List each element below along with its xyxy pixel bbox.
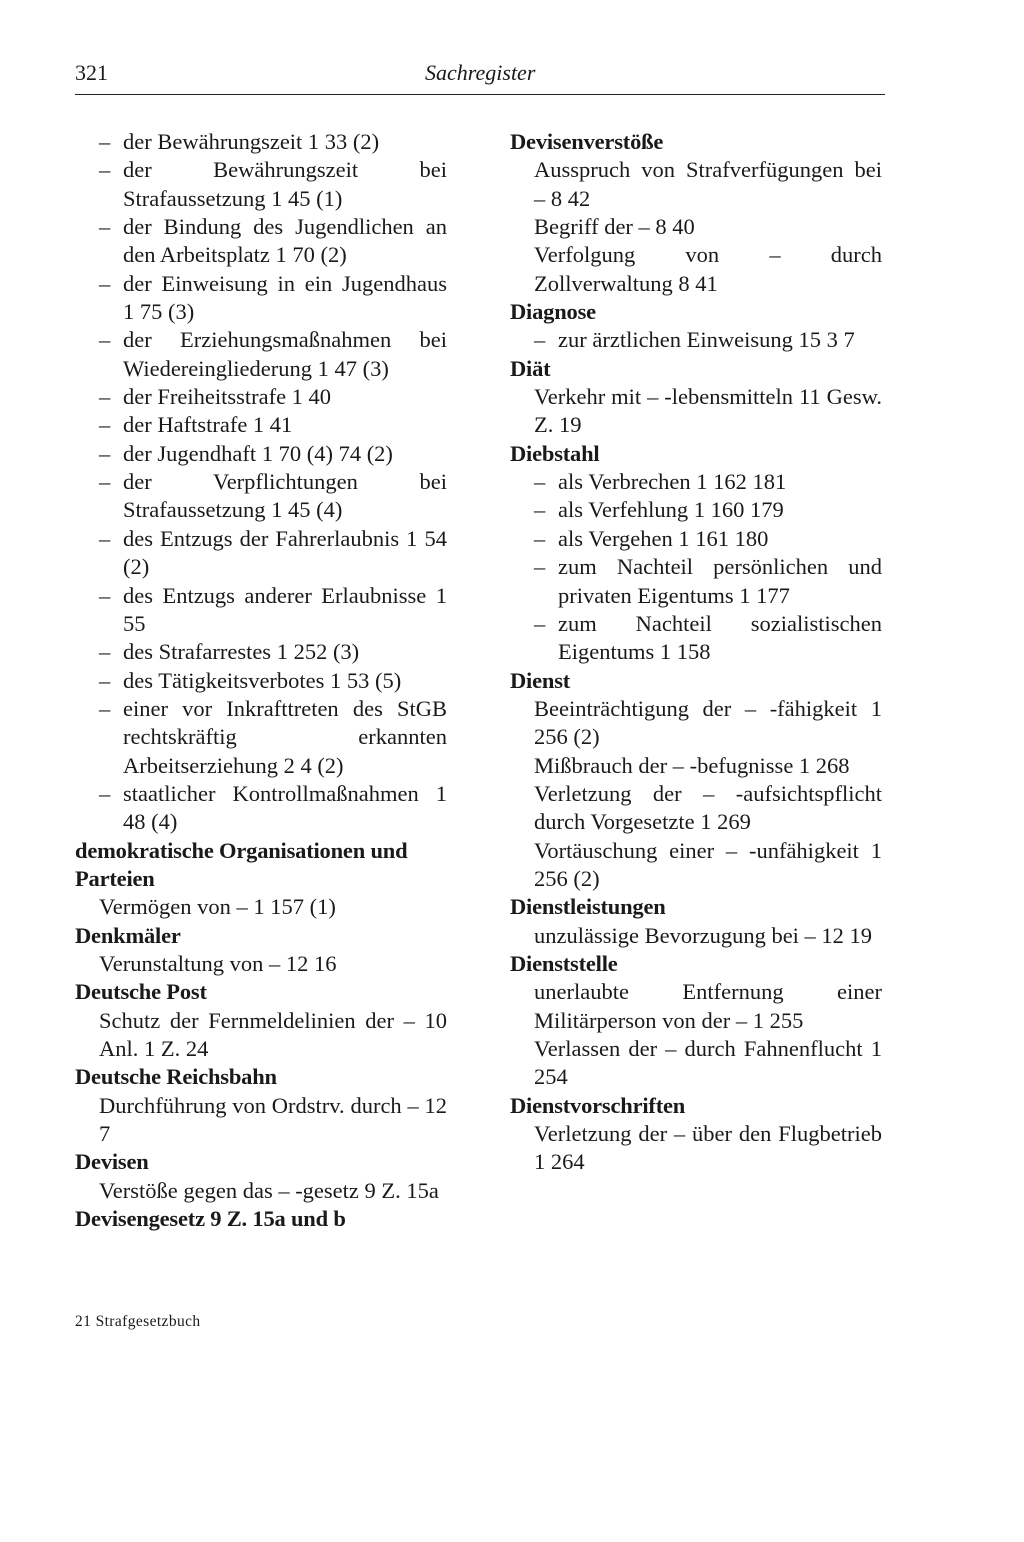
index-dash-entry	[75, 780, 447, 837]
index-dash-entry	[75, 213, 447, 270]
index-heading: Denkmäler	[75, 922, 181, 948]
index-dash-entry-text: des Entzugs der Fahrerlaubnis 1 54 (2)	[123, 525, 447, 580]
index-heading: Devisen	[75, 1149, 149, 1175]
index-column-right	[510, 128, 882, 1177]
index-heading: Deutsche Reichsbahn	[75, 1064, 277, 1090]
index-heading: Diät	[510, 355, 551, 381]
index-dash-entry-text: staatlicher Kontrollmaßnahmen 1 48 (4)	[123, 780, 447, 835]
index-subentry: Verunstaltung von – 12 16	[99, 950, 337, 976]
dash-bullet-icon: –	[99, 525, 111, 551]
index-subentry: Vortäuschung einer – -unfähigkeit 1 256 (2)	[534, 837, 882, 891]
index-subentry: Verstöße gegen das – -gesetz 9 Z. 15a	[99, 1177, 439, 1203]
index-heading: Devisengesetz 9 Z. 15a und b	[75, 1206, 346, 1232]
index-subentry: Verlassen der – durch Fahnenflucht 1 254	[534, 1036, 882, 1090]
dash-bullet-icon: –	[99, 695, 111, 721]
index-dash-entry-text: des Tätigkeitsverbotes 1 53 (5)	[123, 667, 402, 693]
index-heading: Deutsche Post	[75, 979, 207, 1005]
dash-bullet-icon: –	[534, 327, 546, 353]
index-dash-entry-text: des Strafarrestes 1 252 (3)	[123, 639, 360, 665]
index-subentry: unzulässige Bevorzugung bei – 12 19	[534, 922, 873, 948]
index-subentry: Mißbrauch der – -befugnisse 1 268	[534, 752, 850, 778]
index-subentry: Verletzung der – über den Flugbetrieb 1 264	[534, 1121, 882, 1175]
dash-bullet-icon: –	[99, 129, 111, 154]
dash-bullet-icon: –	[99, 667, 111, 693]
index-dash-entry	[75, 667, 447, 695]
index-dash-entry	[75, 638, 447, 666]
index-heading: Dienstleistungen	[510, 894, 666, 920]
index-dash-entry-text: zum Nachteil persönlichen und privaten Eigentums 1 177	[558, 554, 882, 608]
index-heading: Diagnose	[510, 299, 596, 325]
index-dash-entry-text: des Entzugs anderer Erlaubnisse 1 55	[123, 582, 447, 636]
index-dash-entry-text: zum Nachteil sozialistischen Eigentums 1 158	[558, 610, 882, 665]
dash-bullet-icon: –	[99, 469, 111, 495]
index-dash-entry	[510, 326, 882, 354]
index-dash-entry-text: als Verfehlung 1 160 179	[558, 497, 784, 523]
page-header	[75, 58, 885, 95]
index-dash-entry	[75, 128, 447, 156]
index-dash-entry	[75, 411, 447, 439]
index-subentry: Ausspruch von Strafverfügungen bei – 8 42	[534, 157, 882, 211]
page-number: 321	[75, 60, 108, 85]
index-dash-entry	[510, 525, 882, 553]
printer-signature: 21 Strafgesetzbuch	[75, 1313, 201, 1330]
index-dash-entry-text: zur ärztlichen Einweisung 15 3 7	[558, 327, 855, 353]
index-dash-entry-text: als Verbrechen 1 162 181	[558, 469, 787, 495]
dash-bullet-icon: –	[99, 582, 111, 608]
index-subentry: Durchführung von Ordstrv. durch – 12 7	[99, 1092, 447, 1147]
index-dash-entry	[75, 468, 447, 525]
dash-bullet-icon: –	[99, 384, 111, 410]
index-dash-entry-text: der Freiheitsstrafe 1 40	[123, 384, 332, 410]
index-dash-entry	[510, 496, 882, 524]
index-subentry: Verfolgung von – durch Zollverwaltung 8 41	[534, 242, 882, 296]
index-heading: Diebstahl	[510, 440, 600, 466]
index-dash-entry	[75, 525, 447, 582]
dash-bullet-icon: –	[99, 157, 111, 183]
index-subentry: Beeinträchtigung der – -fähigkeit 1 256 (2)	[534, 695, 882, 750]
index-dash-entry	[510, 553, 882, 610]
dash-bullet-icon: –	[99, 639, 111, 665]
index-dash-entry-text: der Verpflichtungen bei Strafaussetzung 1 45 (4)	[123, 469, 447, 523]
dash-bullet-icon: –	[534, 525, 546, 551]
dash-bullet-icon: –	[99, 412, 111, 438]
index-dash-entry	[75, 156, 447, 213]
index-dash-entry	[75, 695, 447, 780]
dash-bullet-icon: –	[534, 497, 546, 523]
index-subentry: Verkehr mit – -lebensmitteln 11 Gesw. Z. 19	[534, 384, 882, 438]
index-subentry: Schutz der Fernmeldelinien der – 10 Anl. 1 Z. 24	[99, 1007, 447, 1061]
dash-bullet-icon: –	[99, 780, 111, 806]
index-dash-entry	[75, 582, 447, 639]
dash-bullet-icon: –	[99, 440, 111, 466]
index-dash-entry-text: der Bindung des Jugendlichen an den Arbeitsplatz 1 70 (2)	[123, 214, 447, 268]
index-dash-entry-text: der Erziehungsmaßnahmen bei Wiedereingliederung 1 47 (3)	[123, 327, 447, 381]
index-dash-entry	[75, 383, 447, 411]
index-dash-entry	[510, 468, 882, 496]
index-heading: demokratische Organisationen und Parteien	[75, 837, 408, 891]
dash-bullet-icon: –	[534, 469, 546, 495]
index-dash-entry-text: der Einweisung in ein Jugendhaus 1 75 (3)	[123, 270, 447, 325]
index-heading: Dienst	[510, 667, 571, 693]
dash-bullet-icon: –	[99, 214, 111, 240]
index-heading: Dienstvorschriften	[510, 1092, 686, 1118]
index-heading: Dienststelle	[510, 950, 618, 976]
index-subentry: Vermögen von – 1 157 (1)	[99, 894, 336, 920]
index-dash-entry-text: der Haftstrafe 1 41	[123, 412, 293, 438]
index-dash-entry-text: einer vor Inkrafttreten des StGB rechtskräftig erkannten Arbeitserziehung 2 4 (2)	[123, 695, 447, 778]
index-heading: Devisenverstöße	[510, 129, 664, 154]
dash-bullet-icon: –	[534, 610, 546, 636]
dash-bullet-icon: –	[99, 270, 111, 296]
index-subentry: unerlaubte Entfernung einer Militärperson von der – 1 255	[534, 979, 882, 1033]
index-dash-entry	[510, 610, 882, 667]
index-subentry: Verletzung der – -aufsichtspflicht durch Vorgesetzte 1 269	[534, 780, 882, 835]
index-subentry: Begriff der – 8 40	[534, 214, 695, 240]
index-dash-entry	[75, 326, 447, 383]
running-title: Sachregister	[425, 60, 536, 85]
index-dash-entry-text: als Vergehen 1 161 180	[558, 525, 769, 551]
index-dash-entry	[75, 270, 447, 327]
index-dash-entry-text: der Jugendhaft 1 70 (4) 74 (2)	[123, 440, 393, 466]
dash-bullet-icon: –	[534, 554, 546, 580]
index-dash-entry-text: der Bewährungszeit 1 33 (2)	[123, 129, 380, 154]
index-dash-entry-text: der Bewährungszeit bei Strafaussetzung 1 45 (1)	[123, 157, 447, 211]
index-dash-entry	[75, 440, 447, 468]
dash-bullet-icon: –	[99, 327, 111, 353]
index-column-left	[75, 128, 447, 1233]
